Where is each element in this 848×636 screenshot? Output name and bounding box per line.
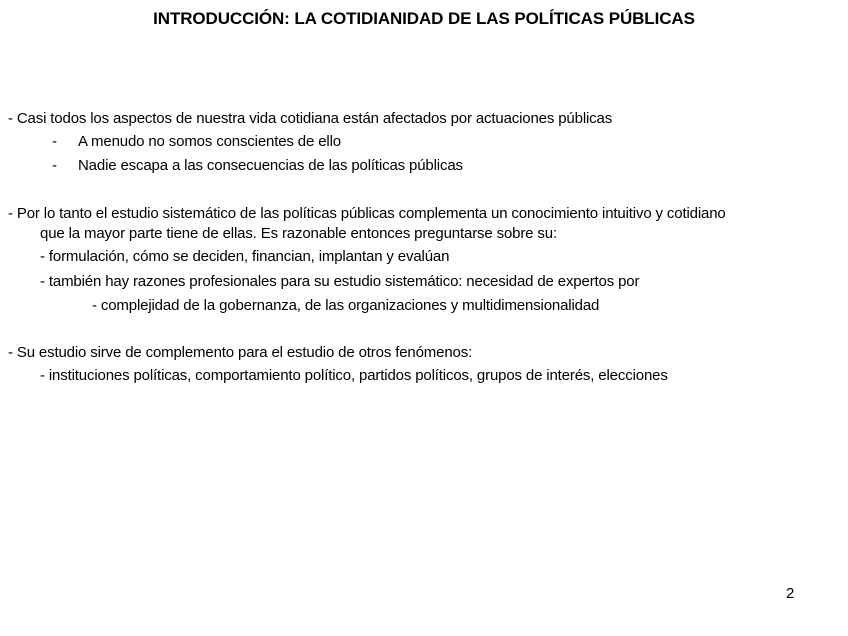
- section2-sub2-text: - también hay razones profesionales para su estudio sistemático: necesidad de expertos por: [40, 273, 640, 290]
- section3-sub1-text: - instituciones políticas, comportamiento político, partidos políticos, grupos de interés, elecciones: [40, 367, 668, 384]
- section1-sub2-text: Nadie escapa a las consecuencias de las políticas públicas: [78, 157, 463, 174]
- section3-main-text: - Su estudio sirve de complemento para el estudio de otros fenómenos:: [8, 344, 473, 361]
- slide-title: INTRODUCCIÓN: LA COTIDIANIDAD DE LAS POLÍTICAS PÚBLICAS: [153, 9, 695, 28]
- section1-sub2-dash: -: [52, 157, 57, 174]
- section2-main-line1: - Por lo tanto el estudio sistemático de las políticas públicas complementa un conocimiento intuitivo y cotidiano: [8, 205, 726, 222]
- section2-sub2-detail: - complejidad de la gobernanza, de las organizaciones y multidimensionalidad: [92, 297, 600, 314]
- page-number: 2: [786, 585, 795, 602]
- section1-main-text: - Casi todos los aspectos de nuestra vida cotidiana están afectados por actuaciones públicas: [8, 110, 613, 127]
- section1-sub1-dash: -: [52, 133, 57, 150]
- section2-sub1-text: - formulación, cómo se deciden, financian, implantan y evalúan: [40, 248, 450, 265]
- section2-main-line2: que la mayor parte tiene de ellas. Es razonable entonces preguntarse sobre su:: [40, 225, 557, 242]
- section1-sub1-text: A menudo no somos conscientes de ello: [78, 133, 341, 150]
